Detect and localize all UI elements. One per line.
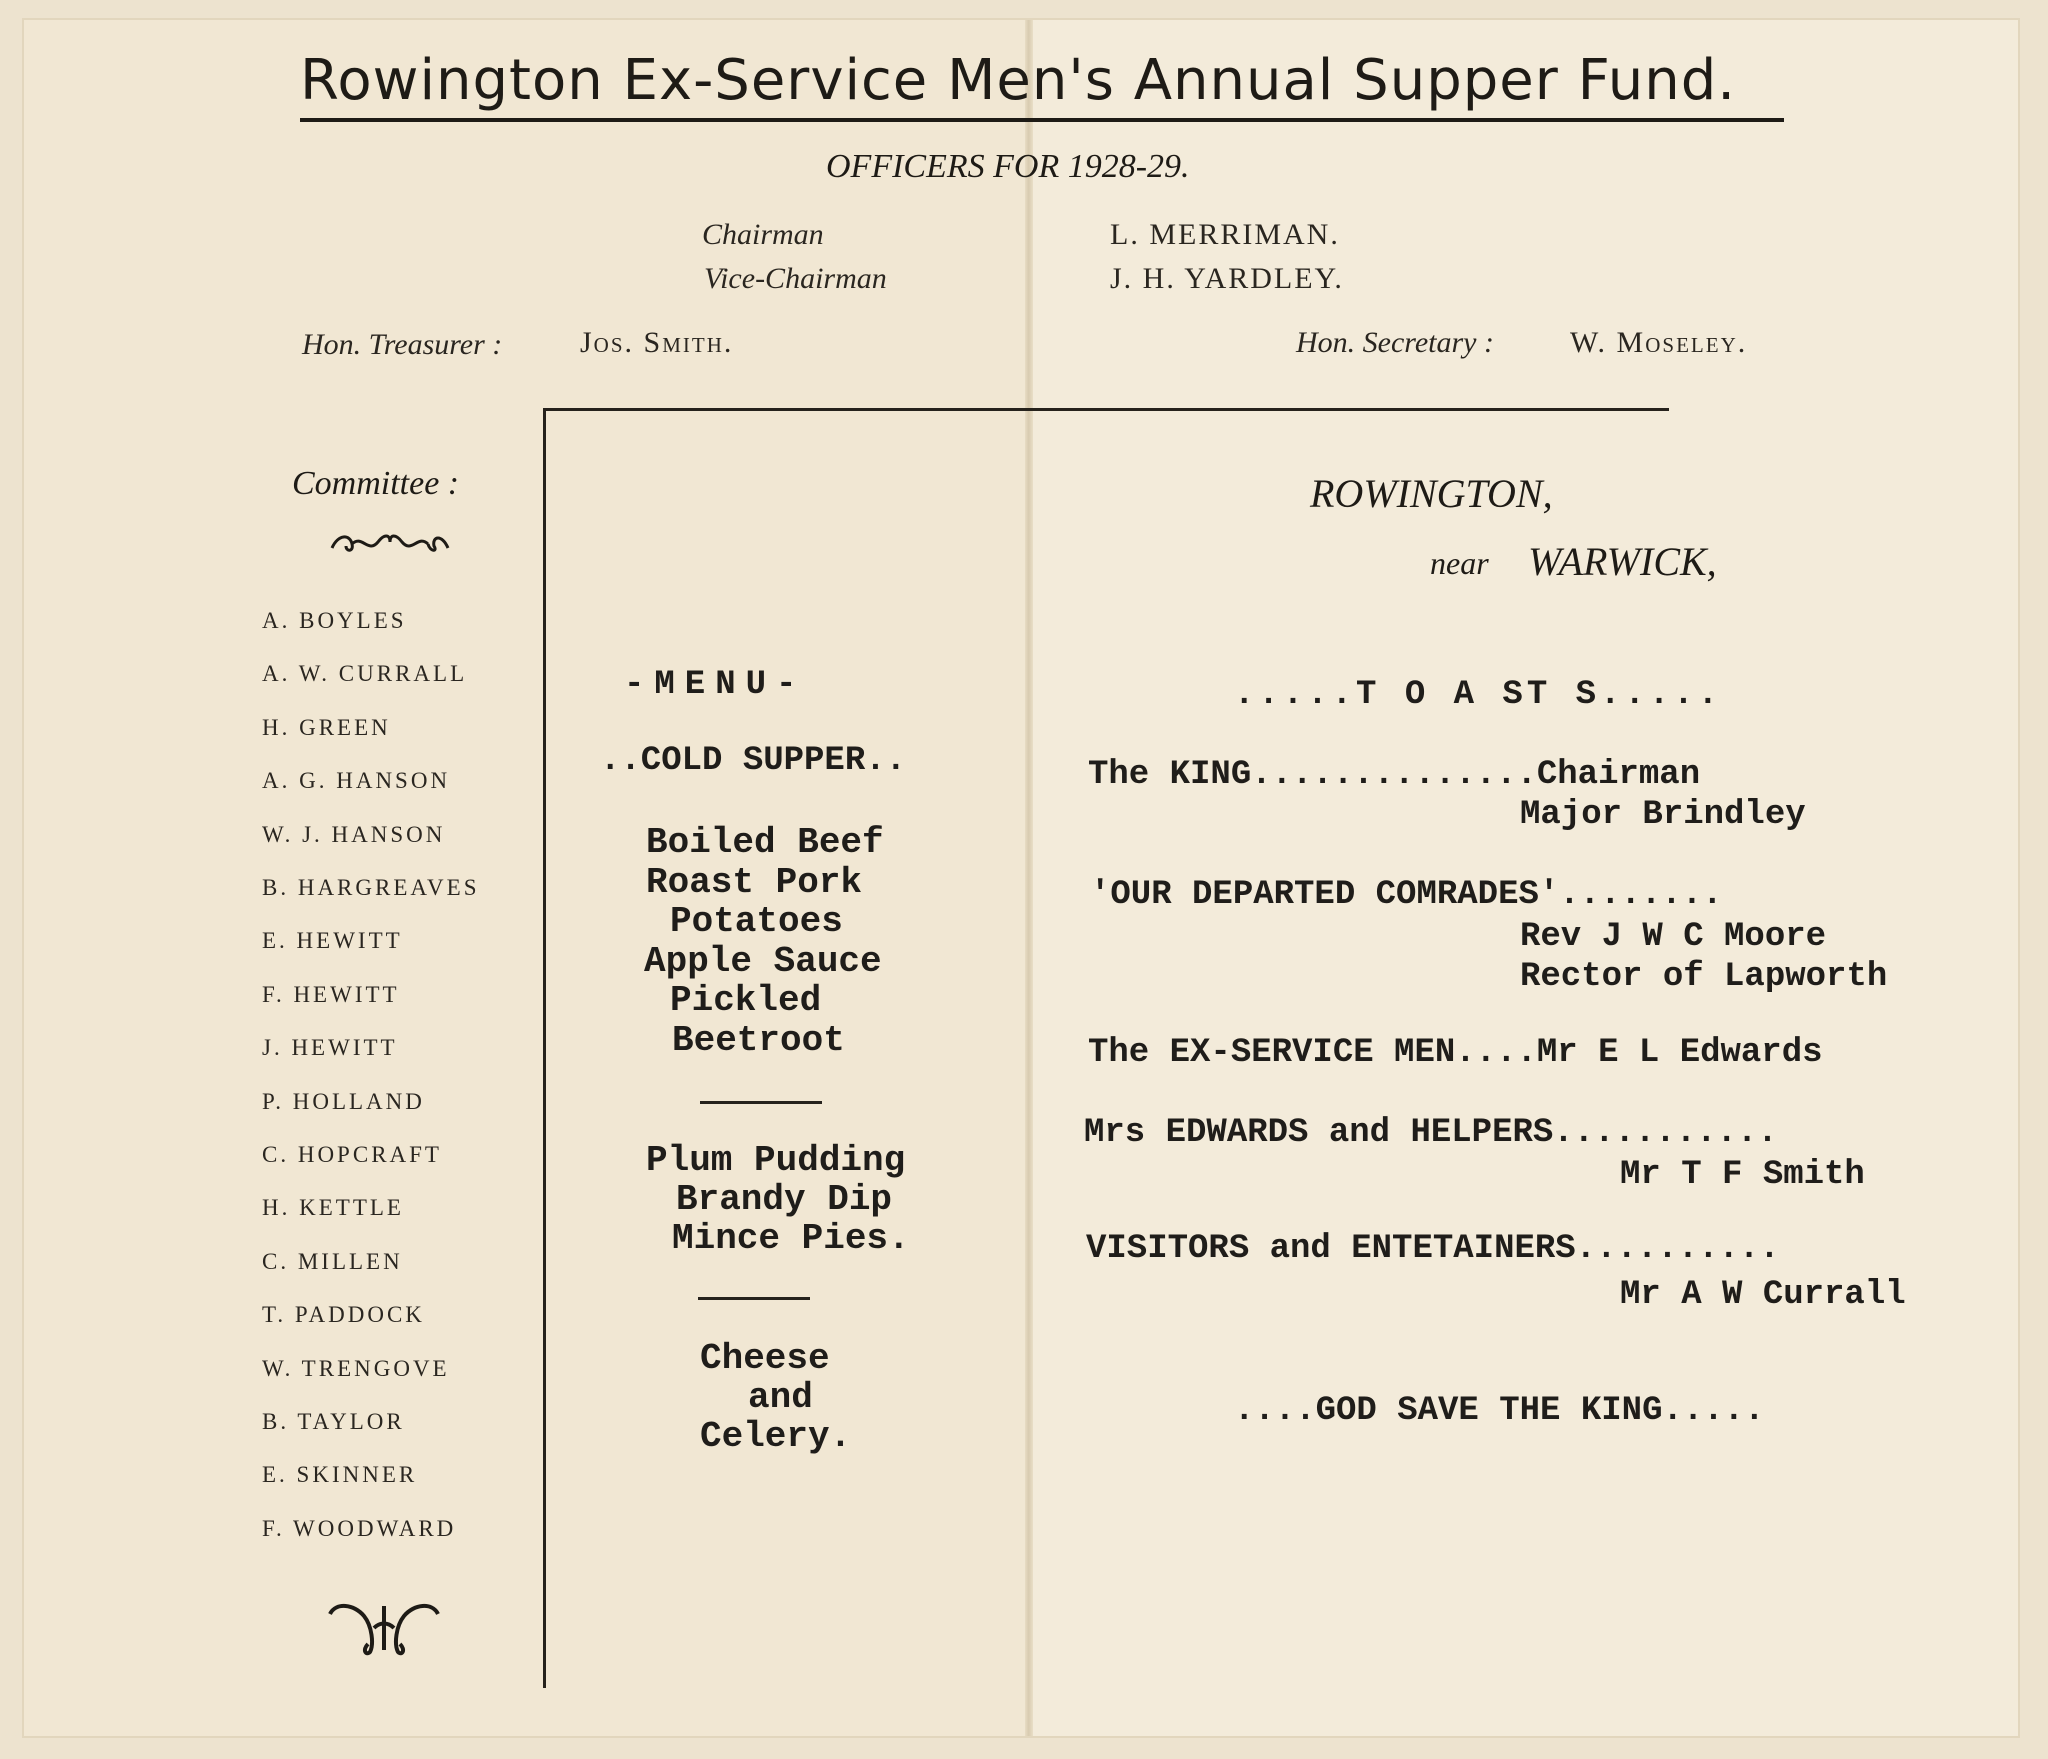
toast-responder: Rev J W C Moore	[1520, 918, 1827, 956]
chairman-name: L. MERRIMAN.	[1110, 218, 1340, 251]
flourish-ornament-icon	[322, 1598, 446, 1670]
menu-item: Beetroot	[672, 1019, 845, 1061]
committee-member: B. HARGREAVES	[262, 875, 480, 900]
menu-divider	[700, 1101, 822, 1104]
toast-line: The KING..............Chairman	[1088, 756, 1701, 794]
menu-item: Roast Pork	[646, 861, 863, 903]
committee-member: C. MILLEN	[262, 1248, 403, 1274]
menu-item: Pickled	[670, 980, 822, 1021]
location-village: ROWINGTON,	[1310, 471, 1553, 516]
menu-item: Boiled Beef	[646, 822, 884, 863]
committee-member: E. SKINNER	[262, 1462, 418, 1488]
menu-item: Celery.	[700, 1416, 852, 1457]
officers-heading: OFFICERS FOR 1928-29.	[826, 148, 1190, 185]
committee-member: A. W. CURRALL	[262, 661, 468, 687]
committee-member: A. BOYLES	[262, 608, 407, 633]
committee-member: W. J. HANSON	[262, 821, 446, 847]
secretary-label: Hon. Secretary :	[1296, 326, 1494, 359]
committee-member: H. KETTLE	[262, 1195, 404, 1221]
toast-responder: Mr T F Smith	[1620, 1156, 1865, 1194]
committee-member: T. PADDOCK	[262, 1302, 425, 1328]
committee-member: W. TRENGOVE	[262, 1355, 450, 1381]
toast-responder-title: Rector of Lapworth	[1520, 958, 1888, 996]
menu-item: Brandy Dip	[676, 1179, 893, 1220]
center-fold	[1025, 20, 1033, 1736]
committee-member: B. TAYLOR	[262, 1409, 405, 1434]
committee-member: J. HEWITT	[262, 1035, 398, 1061]
committee-member: A. G. HANSON	[262, 768, 451, 794]
committee-member: F. WOODWARD	[262, 1515, 457, 1541]
menu-item: Cheese	[700, 1338, 830, 1379]
committee-member: E. HEWITT	[262, 928, 403, 954]
title-underline	[300, 118, 1784, 122]
menu-item: and	[748, 1377, 813, 1418]
vice-chairman-label: Vice-Chairman	[704, 262, 887, 295]
committee-member: H. GREEN	[262, 714, 391, 740]
committee-member: P. HOLLAND	[262, 1088, 425, 1114]
toast-line: 'OUR DEPARTED COMRADES'........	[1090, 876, 1723, 914]
committee-member: C. HOPCRAFT	[262, 1142, 442, 1167]
menu-box-left-rule	[543, 408, 546, 1688]
menu-title: -MENU-	[624, 666, 807, 704]
toast-line: The EX-SERVICE MEN....Mr E L Edwards	[1088, 1034, 1823, 1072]
toasts-title: .....T O A ST S.....	[1234, 676, 1723, 714]
scroll-ornament-icon	[328, 528, 452, 567]
treasurer-label: Hon. Treasurer :	[302, 328, 503, 361]
treasurer-name: Jos. Smith.	[580, 326, 734, 359]
closing-toast: ....GOD SAVE THE KING.....	[1234, 1392, 1765, 1430]
menu-divider	[698, 1297, 810, 1300]
toast-line: VISITORS and ENTETAINERS..........	[1086, 1230, 1780, 1268]
menu-item: Mince Pies.	[672, 1218, 910, 1259]
location-town: WARWICK,	[1528, 539, 1717, 584]
document-title: Rowington Ex-Service Men's Annual Supper Fund.	[300, 48, 1737, 113]
menu-subtitle: ..COLD SUPPER..	[600, 742, 907, 780]
location-near: near	[1430, 545, 1489, 581]
committee-title: Committee :	[292, 465, 460, 502]
toast-responder: Mr A W Currall	[1620, 1276, 1906, 1314]
menu-item: Potatoes	[670, 901, 843, 942]
menu-box-top-rule	[543, 408, 1669, 411]
chairman-label: Chairman	[702, 218, 824, 251]
vice-chairman-name: J. H. YARDLEY.	[1110, 262, 1344, 295]
toast-responder: Major Brindley	[1520, 796, 1806, 834]
secretary-name: W. Moseley.	[1570, 326, 1748, 359]
menu-item: Plum Pudding	[646, 1140, 906, 1181]
menu-item: Apple Sauce	[644, 940, 882, 982]
committee-member: F. HEWITT	[262, 981, 400, 1007]
toast-line: Mrs EDWARDS and HELPERS...........	[1084, 1114, 1778, 1152]
